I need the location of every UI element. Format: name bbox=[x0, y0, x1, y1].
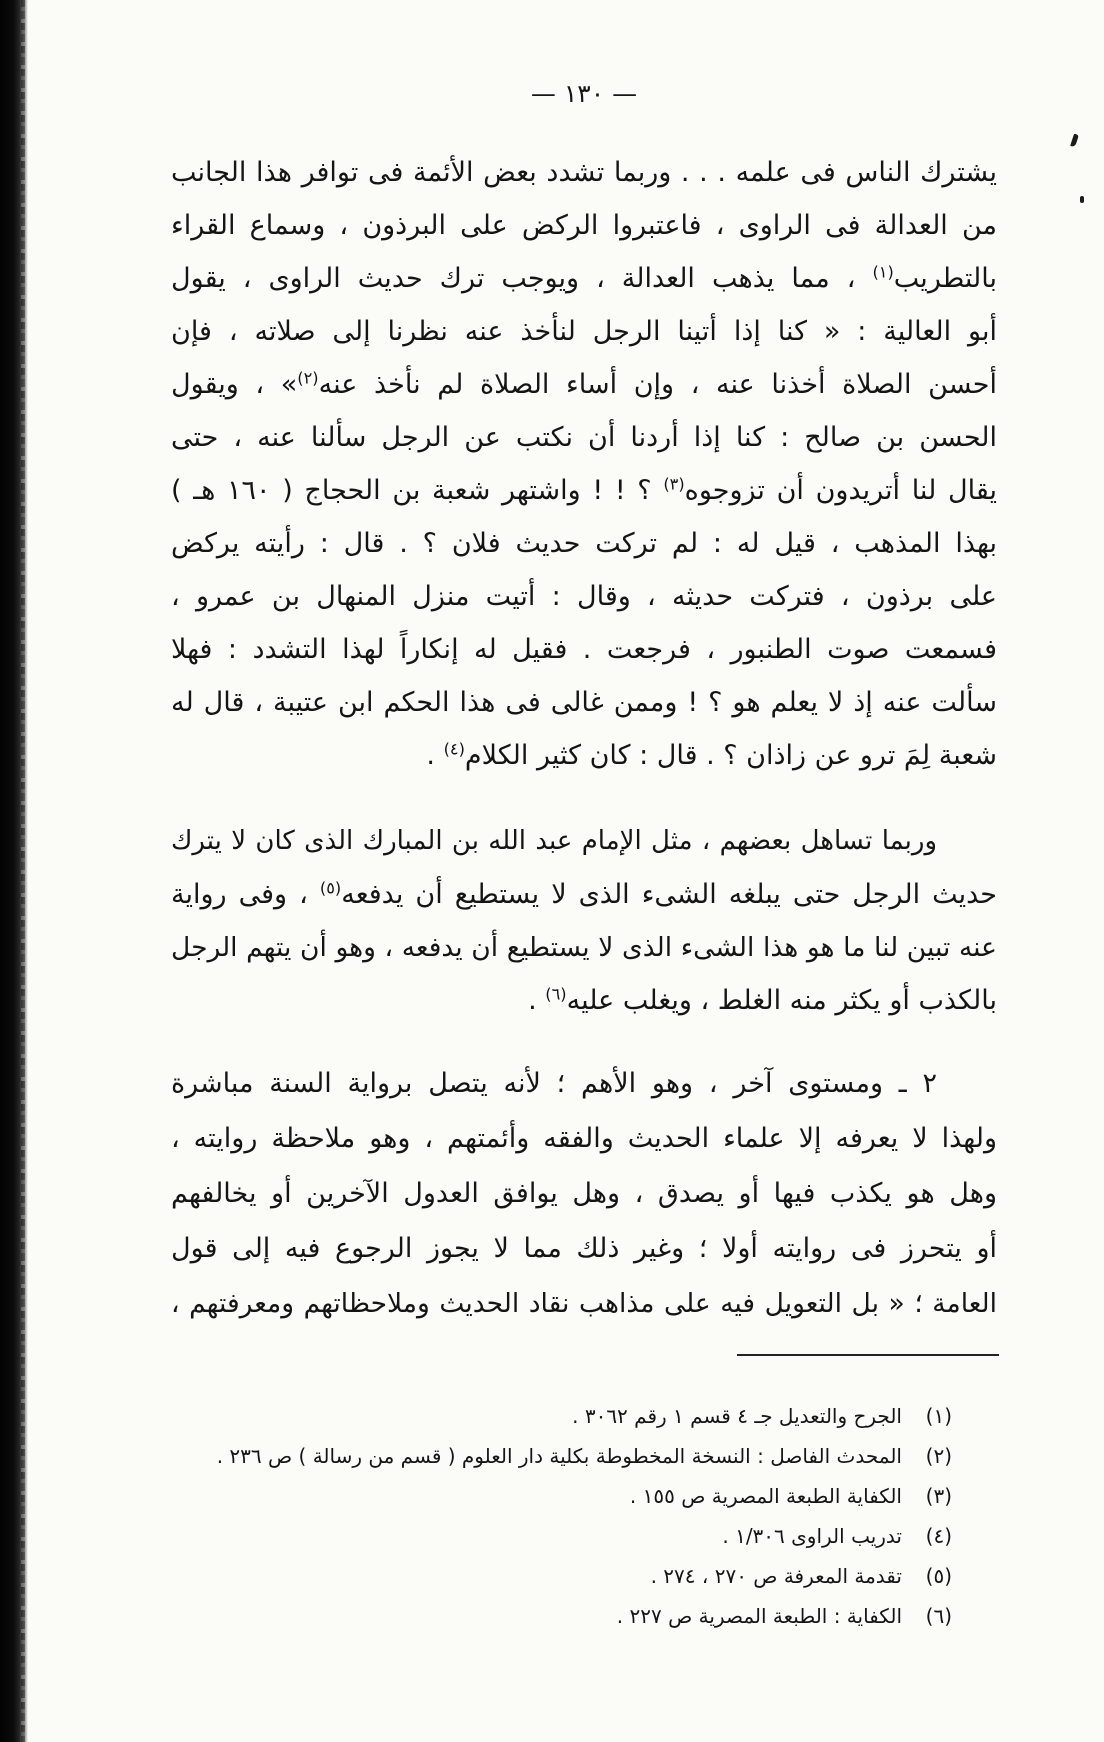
paragraph bbox=[171, 146, 997, 782]
text-line bbox=[171, 252, 997, 305]
text-line: سألت عنه إذ لا يعلم هو ؟ ! وممن غالى فى هذا الحكم ابن عتيبة ، قال له bbox=[171, 687, 997, 718]
paragraph bbox=[171, 1056, 997, 1331]
footnote bbox=[152, 1436, 952, 1476]
text-line: وربما تساهل بعضهم ، مثل الإمام عبد الله بن المبارك الذى كان لا يترك bbox=[171, 826, 937, 856]
text-segment: ، وفى رواية bbox=[171, 879, 320, 910]
text-line: من العدالة فى الراوى ، فاعتبروا الركض على البرذون ، وسماع القراء bbox=[171, 210, 997, 241]
text-line: يشترك الناس فى علمه . . . وربما تشدد بعض الأئمة فى توافر هذا الجانب bbox=[171, 157, 997, 188]
text-line: ولهذا لا يعرفه إلا علماء الحديث والفقه وأئمتهم ، وهو ملاحظة روايته ، bbox=[171, 1123, 997, 1154]
paragraph bbox=[171, 815, 997, 1027]
footnote-reference: (٣) bbox=[663, 474, 685, 494]
text-segment: » ، ويقول bbox=[171, 369, 298, 400]
margin-ink-mark bbox=[1080, 196, 1084, 203]
footnote-text: تقدمة المعرفة ص ٢٧٠ ، ٢٧٤ . bbox=[650, 1564, 902, 1588]
text-segment: يقال لنا أتريدون أن تزوجوه bbox=[684, 475, 997, 506]
footnote bbox=[152, 1396, 952, 1436]
text-segment: ؟ ! ! واشتهر شعبة بن الحجاج ( ١٦٠ هـ ) bbox=[171, 475, 664, 506]
footnote-text: الكفاية : الطبعة المصرية ص ٢٢٧ . bbox=[616, 1604, 902, 1628]
text-line: ٢ ـ ومستوى آخر ، وهو الأهم ؛ لأنه يتصل برواية السنة مباشرة bbox=[171, 1068, 937, 1099]
footnotes bbox=[152, 1396, 952, 1636]
text-segment: بالتطريب bbox=[893, 263, 997, 294]
text-segment: . bbox=[426, 740, 444, 771]
footnote-text: المحدث الفاصل : النسخة المخطوطة بكلية دار العلوم ( قسم من رسالة ) ص ٢٣٦ . bbox=[216, 1444, 902, 1468]
text-segment: بالكذب أو يكثر منه الغلط ، ويغلب عليه bbox=[566, 985, 997, 1016]
text-line bbox=[171, 974, 997, 1027]
footnote-reference: (٥) bbox=[319, 878, 342, 898]
text-line bbox=[171, 868, 997, 921]
text-segment: حديث الرجل حتى يبلغه الشىء الذى لا يستطيع أن يدفعه bbox=[341, 879, 997, 910]
footnote-marker: (٤) bbox=[925, 1524, 952, 1548]
footnote-marker: (٣) bbox=[925, 1484, 952, 1508]
footnote bbox=[152, 1476, 952, 1516]
footnote-text: تدريب الراوى ١/٣٠٦ . bbox=[722, 1524, 902, 1548]
footnote-marker: (٥) bbox=[925, 1564, 952, 1588]
text-line bbox=[171, 464, 997, 517]
footnote-text: الجرح والتعديل جـ ٤ قسم ١ رقم ٣٠٦٢ . bbox=[572, 1404, 902, 1428]
text-line: فسمعت صوت الطنبور ، فرجعت . فقيل له إنكاراً لهذا التشدد : فهلا bbox=[171, 634, 997, 665]
text-line bbox=[171, 729, 997, 782]
text-line: على برذون ، فتركت حديثه ، وقال : أتيت منزل المنهال بن عمرو ، bbox=[171, 581, 997, 612]
footnote-marker: (١) bbox=[925, 1404, 952, 1428]
footnote bbox=[152, 1516, 952, 1556]
text-line: أبو العالية : « كنا إذا أتينا الرجل لنأخذ عنه نظرنا إلى صلاته ، فإن bbox=[171, 316, 997, 347]
footnote-reference: (١) bbox=[872, 262, 894, 282]
text-line: وهل هو يكذب فيها أو يصدق ، وهل يوافق العدول الآخرين أو يخالفهم bbox=[171, 1178, 997, 1209]
footnote-separator bbox=[737, 1354, 999, 1356]
text-line: بهذا المذهب ، قيل له : لم تركت حديث فلان ؟ . قال : رأيته يركض bbox=[171, 528, 997, 559]
text-line: أو يتحرز فى روايته أولا ؛ وغير ذلك مما لا يجوز الرجوع فيه إلى قول bbox=[171, 1233, 997, 1264]
footnote-reference: (٤) bbox=[443, 739, 465, 759]
footnote bbox=[152, 1556, 952, 1596]
margin-ink-mark bbox=[1070, 134, 1079, 148]
footnote-reference: (٦) bbox=[545, 984, 567, 1004]
text-segment: ، مما يذهب العدالة ، ويوجب ترك حديث الراوى ، يقول bbox=[171, 263, 873, 294]
page-number: — ١٣٠ — bbox=[530, 79, 638, 108]
text-segment: أحسن الصلاة أخذنا عنه ، وإن أساء الصلاة لم نأخذ عنه bbox=[318, 369, 997, 400]
text-line bbox=[171, 358, 997, 411]
text-line: عنه تبين لنا ما هو هذا الشىء الذى لا يستطيع أن يدفعه ، وهو أن يتهم الرجل bbox=[171, 932, 997, 963]
footnote-text: الكفاية الطبعة المصرية ص ١٥٥ . bbox=[629, 1484, 902, 1508]
footnote-marker: (٢) bbox=[925, 1444, 952, 1468]
text-line: الحسن بن صالح : كنا إذا أردنا أن نكتب عن الرجل سألنا عنه ، حتى bbox=[171, 422, 997, 453]
text-segment: شعبة لِمَ ترو عن زاذان ؟ . قال : كان كثير الكلام bbox=[464, 740, 997, 771]
footnote bbox=[152, 1596, 952, 1636]
binding-edge bbox=[21, 0, 25, 1742]
footnote-marker: (٦) bbox=[925, 1604, 952, 1628]
text-line: العامة ؛ « بل التعويل فيه على مذاهب نقاد الحديث وملاحظاتهم ومعرفتهم ، bbox=[171, 1288, 997, 1319]
text-segment: . bbox=[528, 985, 546, 1016]
footnote-reference: (٢) bbox=[297, 368, 319, 388]
